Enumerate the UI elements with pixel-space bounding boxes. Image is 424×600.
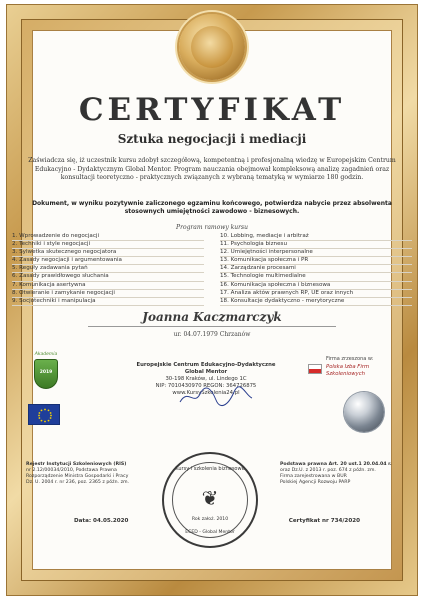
certificate-number: Certyfikat nr 734/2020 [288, 518, 360, 524]
official-stamp [162, 452, 258, 548]
legal-info [280, 462, 400, 486]
program-item: 15. Technologie multimedialne [220, 273, 412, 281]
registry-line-2: nr 2.12/00034/2010, Podstawa Prawna [26, 468, 117, 473]
program-item: 10. Lobbing, mediacje i arbitraż [220, 233, 412, 241]
program-item: 16. Komunikacja społeczna i biznesowa [220, 282, 412, 290]
recipient-name: Joanna Kaczmarczyk [142, 310, 282, 324]
document-note: Dokument, w wyniku pozytywnie zaliczonego egzaminu końcowego, potwierdza nabycie przez absolwenta stosownych umiejętności zawodowo - biznesowych. [32, 200, 392, 215]
intro-text: Zaświadcza się, iż uczestnik kursu zdobył szczegółową, kompetentną i profesjonalną wiedzę w Europejskim Centrum Edukacyjno - Dydaktycznym Global Mentor. Program nauczania obejmował kompleksową analizę zagadnień oraz konsultacji teoretyczno - praktycznych związanych z wybraną tematyką w wymiarze 180 godzin. [28, 157, 396, 182]
program-item: 12. Umiejętności interpersonalne [220, 249, 412, 257]
org-address: 30-198 Kraków, ul. Lindego 1C [165, 376, 247, 382]
crystal-emblem [344, 392, 384, 432]
program-item: 14. Zarządzanie procesami [220, 265, 412, 273]
program-item: 4. Zasady negocjacji i argumentowania [12, 257, 204, 265]
polish-flag-icon [308, 364, 322, 374]
program-item: 13. Komunikacja społeczna i PR [220, 257, 412, 265]
gold-medal [179, 14, 245, 80]
program-item: 6. Zasady prawidłowego słuchania [12, 273, 204, 281]
signature [176, 386, 256, 408]
medal-center [191, 26, 233, 68]
registry-info [26, 462, 154, 486]
eagle-icon: ❦ [201, 486, 219, 510]
program-item: 7. Komunikacja asertywna [12, 282, 204, 290]
partner-box [304, 356, 402, 377]
program-item: 5. Reguły zadawania pytań [12, 265, 204, 273]
program-item: 9. Socjotechniki i manipulacja [12, 298, 204, 306]
issue-date: Data: 04.05.2020 [74, 518, 129, 524]
org-name-2: Global Mentor [184, 369, 228, 375]
stamp-top-text: Kursy i szkolenia biznesowe [175, 466, 245, 472]
registry-line-1: Rejestr Instytucji Szkoleniowych (RIS) [26, 462, 127, 467]
certificate-title: CERTYFIKAT [78, 92, 346, 128]
partner-org: Polska Izba Firm Szkoleniowych [326, 364, 370, 377]
program-column-left [12, 233, 204, 306]
program-list [12, 233, 412, 306]
legal-line-2: oraz Dz.U. z 2013 r. poz. 674 z późn. zm. [280, 468, 376, 473]
legal-line-3: Firma zarejestrowana w BUR [280, 474, 347, 479]
org-website: www.KursySzkolenia24.pl [172, 390, 240, 396]
program-label: Program ramowy kursu [176, 224, 248, 231]
program-item: 17. Analiza aktów prawnych RP, UE oraz innych [220, 290, 412, 298]
program-item: 11. Psychologia biznesu [220, 241, 412, 249]
legal-line-1: Podstawa prawna Art. 20 ust.1 20.04.04 r. [280, 462, 392, 467]
org-nip: NIP: 7010430970 REGON: 364726875 [155, 383, 257, 389]
legal-line-4: Polskiej Agencji Rozwoju PARP [280, 480, 351, 485]
stamp-mid-text: Rok założ. 2010 [191, 517, 229, 522]
program-item: 3. Sylwetka skutecznego negocjatora [12, 249, 204, 257]
birth-info: ur. 04.07.1979 Chrzanów [173, 331, 251, 338]
program-item: 2. Techniki i style negocjacji [12, 241, 204, 249]
program-item: 18. Konsultacje dydaktyczno - merytoryczne [220, 298, 412, 306]
program-item: 8. Otwieranie i zamykanie negocjacji [12, 290, 204, 298]
registry-line-4: Dz. U. 2004 r. nr 236, poz. 2365 z późn. zm. [26, 480, 130, 485]
akademia-badge [28, 352, 64, 392]
eu-stars-icon [29, 405, 61, 426]
stamp-bottom-text: ECED - Global Mentor [185, 530, 235, 535]
org-name: Europejskie Centrum Edukacyjno-Dydaktyczne [136, 362, 276, 368]
akademia-year: 2019 [39, 370, 53, 375]
registry-line-3: Rozporządzenie Ministra Gospodarki i Pracy [26, 474, 129, 479]
akademia-label: Akademia [34, 352, 58, 357]
program-column-right [220, 233, 412, 306]
name-underline [88, 326, 336, 327]
partner-caption: Firma zrzeszona w: [326, 356, 374, 362]
program-item: 1. Wprowadzenie do negocjacji [12, 233, 204, 241]
eu-flag-icon [28, 404, 60, 425]
course-title: Sztuka negocjacji i mediacji [117, 132, 307, 146]
